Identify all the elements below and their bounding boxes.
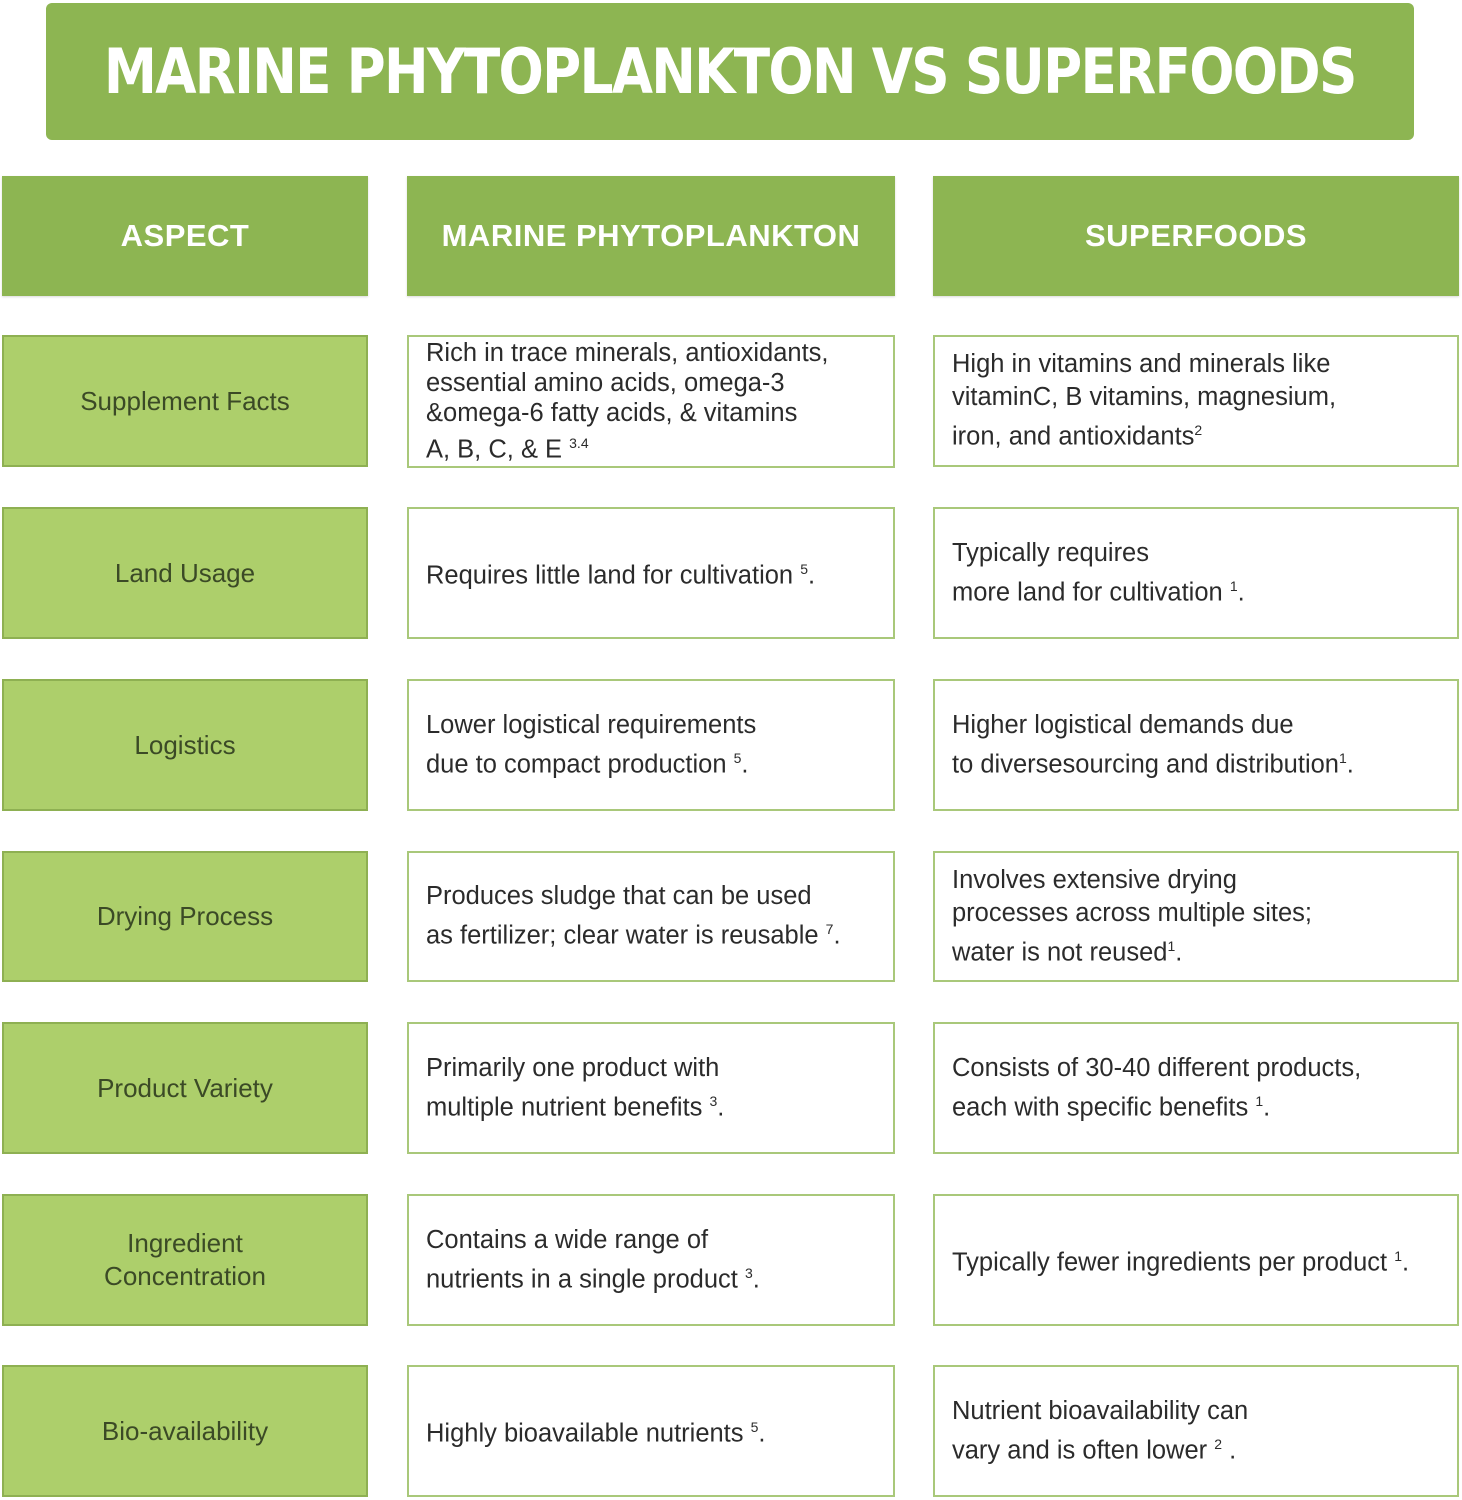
marine-text: Rich in trace minerals, antioxidants, essential amino acids, omega-3 &omega-6 fatty acids, & vitamins A, B, C, & E $^{3.4}$ [426,339,829,464]
marine-cell [407,679,895,811]
superfoods-cell [933,851,1459,982]
superfoods-cell [933,1194,1459,1326]
footnote-ref: 3 [744,1264,753,1281]
superfoods-text: High in vitamins and minerals like vitaminC, B vitamins, magnesium, iron, and antioxidants$^2$ [952,350,1337,451]
marine-cell [407,1022,895,1154]
aspect-cell [2,1365,368,1497]
superfoods-cell [933,335,1459,467]
footnote-ref: 2 [1194,422,1203,439]
aspect-cell [2,679,368,811]
footnote-ref: 1 [1338,749,1347,766]
superfoods-text: Consists of 30-40 different products, each with specific benefits $^1$. [952,1053,1362,1122]
aspect-cell [2,1194,368,1326]
aspect-label: Supplement Facts [80,385,290,416]
aspect-label: Land Usage [114,557,256,588]
superfoods-cell [933,507,1459,639]
marine-cell [407,851,895,982]
footnote-ref: 7 [825,921,834,938]
superfoods-cell [933,679,1459,811]
aspect-label: Bio-availability [101,1415,269,1446]
aspect-cell [2,851,368,982]
aspect-cell [2,335,368,467]
aspect-label: Drying Process [96,901,274,931]
superfoods-text: Higher logistical demands due to diversesourcing and distribution$^1$. [952,710,1354,779]
marine-text: Produces sludge that can be used as fertilizer; clear water is reusable $^7$. [426,882,841,950]
footnote-ref: 5 [750,1419,759,1436]
aspect-cell [2,507,368,639]
header-marine-phytoplankton: MARINE PHYTOPLANKTON [407,176,895,296]
marine-text: Primarily one product with multiple nutrient benefits $^3$. [426,1053,725,1122]
footnote-ref: 5 [733,749,742,766]
marine-text: Requires little land for cultivation $^5$. [426,561,816,590]
footnote-ref: 1 [1255,1092,1264,1109]
aspect-label: Product Variety [97,1072,273,1103]
aspect-label: Logistics [134,729,236,760]
footnote-ref: 5 [800,561,808,578]
page-title: MARINE PHYTOPLANKTON VS SUPERFOODS [104,35,1356,108]
footnote-ref: 2 [1214,1435,1223,1452]
footnote-ref: 1 [1229,577,1238,594]
marine-cell [407,1194,895,1326]
header-superfoods: SUPERFOODS [933,176,1459,296]
footnote-ref: 3.4 [569,435,589,452]
superfoods-cell [933,1365,1459,1497]
footnote-ref: 3 [709,1092,718,1109]
title-banner [46,3,1414,140]
superfoods-cell [933,1022,1459,1154]
marine-cell [407,1365,895,1497]
marine-text: Highly bioavailable nutrients $^5$. [426,1419,766,1448]
marine-cell [407,335,895,468]
marine-cell [407,507,895,639]
superfoods-text: Typically requires more land for cultivation $^1$. [952,538,1245,607]
header-aspect: ASPECT [2,176,368,296]
aspect-cell [2,1022,368,1154]
superfoods-text: Involves extensive drying processes across multiple sites; water is not reused$^1$. [952,865,1312,967]
superfoods-text: Nutrient bioavailability can vary and is often lower $^2$ . [952,1396,1249,1465]
superfoods-text: Typically fewer ingredients per product $^1$. [952,1248,1410,1277]
aspect-label: Ingredient Concentration [104,1228,266,1291]
marine-text: Contains a wide range of nutrients in a single product $^3$. [426,1225,760,1294]
marine-text: Lower logistical requirements due to compact production $^5$. [426,710,757,779]
footnote-ref: 1 [1394,1248,1403,1265]
footnote-ref: 1 [1167,937,1176,954]
